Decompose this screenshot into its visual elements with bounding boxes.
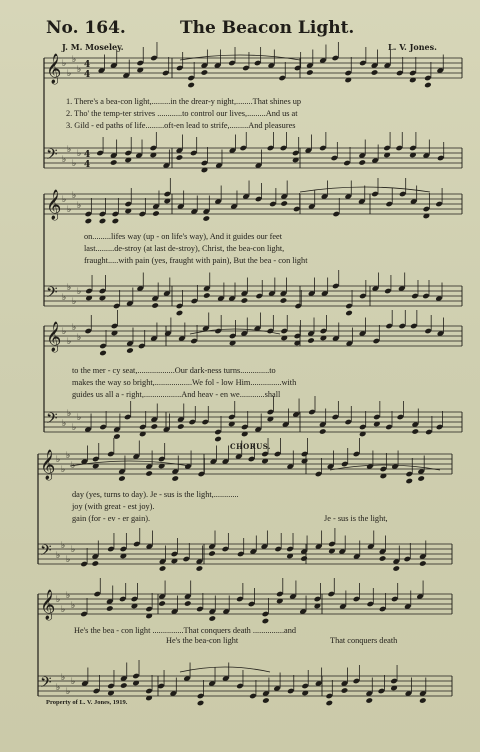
flat-sign: ♭ — [77, 65, 82, 75]
note-head — [106, 605, 114, 612]
flat-sign: ♭ — [77, 149, 82, 159]
note-head — [158, 600, 166, 607]
note-head — [91, 560, 99, 567]
note-head — [417, 475, 425, 482]
flat-sign: ♭ — [67, 409, 72, 419]
flat-sign: ♭ — [56, 551, 61, 561]
treble-clef: 𝄞 — [40, 450, 56, 480]
note-head — [419, 560, 427, 567]
note-head — [365, 697, 373, 704]
treble-clef: 𝄞 — [46, 322, 62, 352]
lyric-chorus-echo-2: That conquers death — [330, 636, 398, 645]
note-head — [280, 297, 288, 304]
flat-sign: ♭ — [66, 687, 71, 697]
note-head — [307, 337, 315, 344]
chorus-label: CHORUS. — [230, 442, 271, 451]
flat-sign: ♭ — [71, 545, 76, 555]
lyricist-credit: L. V. Jones. — [388, 42, 437, 52]
lyric-verse-2-line-3: makes the way so bright,..................We fol - low Him...............with — [72, 378, 297, 387]
note-head — [345, 310, 353, 317]
note-head — [280, 200, 288, 207]
lyric-verse-3-line-2: fraught.....with pain (yes, fraught with pain), But the bea - con light — [84, 256, 308, 265]
note-head — [411, 428, 419, 435]
hymn-title: The Beacon Light. — [180, 18, 355, 38]
treble-clef: 𝄞 — [46, 190, 62, 220]
flat-sign: ♭ — [61, 673, 66, 683]
note-head — [203, 215, 211, 222]
note-head — [196, 565, 204, 572]
lyric-verse-1-line-3: to the mer - cy seat,..................Our dark-ness turns..............to — [72, 366, 276, 375]
time-signature-bottom: 4 — [84, 70, 91, 80]
bass-clef: 𝄢 — [46, 146, 58, 167]
note-head — [176, 154, 184, 161]
note-head — [371, 69, 379, 76]
note-head — [150, 423, 158, 430]
note-head — [152, 210, 160, 217]
flat-sign: ♭ — [67, 205, 72, 215]
flat-sign: ♭ — [71, 461, 76, 471]
flat-sign: ♭ — [62, 155, 67, 165]
lyric-chorus-echo-1: He's the bea-con light — [166, 636, 239, 645]
flat-sign: ♭ — [61, 465, 66, 475]
bass-clef: 𝄢 — [46, 284, 58, 305]
flat-sign: ♭ — [66, 451, 71, 461]
lyric-verse-1-line-1: 1. There's a bea-con light,.........in the drear-y night,........That shines up — [66, 97, 302, 106]
flat-sign: ♭ — [71, 677, 76, 687]
note-head — [208, 550, 216, 557]
flat-sign: ♭ — [62, 419, 67, 429]
note-head — [118, 475, 126, 482]
note-head — [306, 69, 314, 76]
note-head — [209, 615, 217, 622]
note-head — [99, 218, 107, 225]
bass-clef: 𝄢 — [40, 674, 52, 695]
note-head — [126, 347, 134, 354]
note-head — [358, 159, 366, 166]
flat-sign: ♭ — [67, 337, 72, 347]
note-head — [214, 436, 222, 443]
flat-sign: ♭ — [62, 293, 67, 303]
bass-clef: 𝄢 — [40, 542, 52, 563]
lyric-chorus-line-1: He's the bea - con light ...............That conquers death ...............and — [74, 626, 296, 635]
note-head — [341, 687, 349, 694]
time-signature-top: 4 — [84, 150, 91, 160]
flat-sign: ♭ — [56, 455, 61, 465]
flat-sign: ♭ — [77, 413, 82, 423]
note-head — [201, 69, 209, 76]
flat-sign: ♭ — [56, 595, 61, 605]
lyric-verse-3-line-3: guides us all a - right,..................And heav - en we............shall — [72, 390, 281, 399]
time-signature-bottom: 4 — [84, 160, 91, 170]
lyric-verse-1-line-2: on.........lifes way (up - on life's way), And it guides our feet — [84, 232, 283, 241]
composer-credit: J. M. Moseley. — [62, 42, 124, 52]
lyric-verse-3-line-4: gain (for - ev - er gain). — [72, 514, 151, 523]
flat-sign: ♭ — [67, 69, 72, 79]
note-head — [300, 555, 308, 562]
flat-sign: ♭ — [77, 287, 82, 297]
note-head — [379, 555, 387, 562]
note-head — [424, 82, 432, 89]
slur — [70, 461, 190, 466]
flat-sign: ♭ — [66, 555, 71, 565]
flat-sign: ♭ — [62, 59, 67, 69]
copyright-footer: Property of L. V. Jones, 1919. — [46, 699, 128, 706]
flat-sign: ♭ — [67, 283, 72, 293]
flat-sign: ♭ — [72, 323, 77, 333]
flat-sign: ♭ — [77, 201, 82, 211]
lyric-verse-2-line-2: last.........de-stroy (at last de-stroy), Christ, the bea-con light, — [84, 244, 285, 253]
note-head — [112, 218, 120, 225]
flat-sign: ♭ — [72, 423, 77, 433]
flat-sign: ♭ — [66, 591, 71, 601]
note-head — [85, 218, 93, 225]
note-head — [419, 697, 427, 704]
note-head — [171, 475, 179, 482]
note-head — [99, 350, 107, 357]
note-head — [241, 297, 249, 304]
time-signature-top: 4 — [84, 60, 91, 70]
lyric-verse-3-line-1: 3. Gild - ed paths of life.........oft-en lead to strife,.........And pleasures — [66, 121, 296, 130]
treble-clef: 𝄞 — [46, 54, 62, 84]
note-head — [187, 82, 195, 89]
lyric-verse-2-line-1: 2. Tho' the temp-ter strives ............to control our lives,.........And us at — [66, 109, 298, 118]
note-head — [197, 700, 205, 707]
note-head — [203, 292, 211, 299]
flat-sign: ♭ — [61, 541, 66, 551]
note-head — [392, 565, 400, 572]
flat-sign: ♭ — [72, 191, 77, 201]
note-head — [110, 159, 118, 166]
flat-sign: ♭ — [72, 55, 77, 65]
flat-sign: ♭ — [67, 145, 72, 155]
slur — [180, 667, 270, 672]
flat-sign: ♭ — [62, 327, 67, 337]
hymn-number: No. 164. — [46, 18, 126, 38]
flat-sign: ♭ — [56, 683, 61, 693]
note-head — [319, 428, 327, 435]
slur — [180, 55, 300, 60]
note-head — [262, 618, 270, 625]
note-head — [120, 682, 128, 689]
flat-sign: ♭ — [61, 605, 66, 615]
flat-sign: ♭ — [62, 195, 67, 205]
flat-sign: ♭ — [72, 159, 77, 169]
note-head — [151, 302, 159, 309]
lyric-verse-2-line-4: joy (with great - est joy). — [72, 502, 155, 511]
flat-sign: ♭ — [71, 601, 76, 611]
note-head — [145, 470, 153, 477]
note-head — [177, 423, 185, 430]
note-head — [326, 700, 334, 707]
bass-clef: 𝄢 — [46, 410, 58, 431]
note-head — [184, 600, 192, 607]
note-head — [176, 310, 184, 317]
note-head — [159, 565, 167, 572]
lyric-chorus-bass-line: Je - sus is the light, — [324, 514, 388, 523]
lyric-verse-1-line-4: day (yes, turns to day). Je - sus is the light,............ — [72, 490, 239, 499]
treble-clef: 𝄞 — [40, 590, 56, 620]
note-head — [262, 697, 270, 704]
flat-sign: ♭ — [72, 297, 77, 307]
flat-sign: ♭ — [77, 333, 82, 343]
note-head — [405, 478, 413, 485]
